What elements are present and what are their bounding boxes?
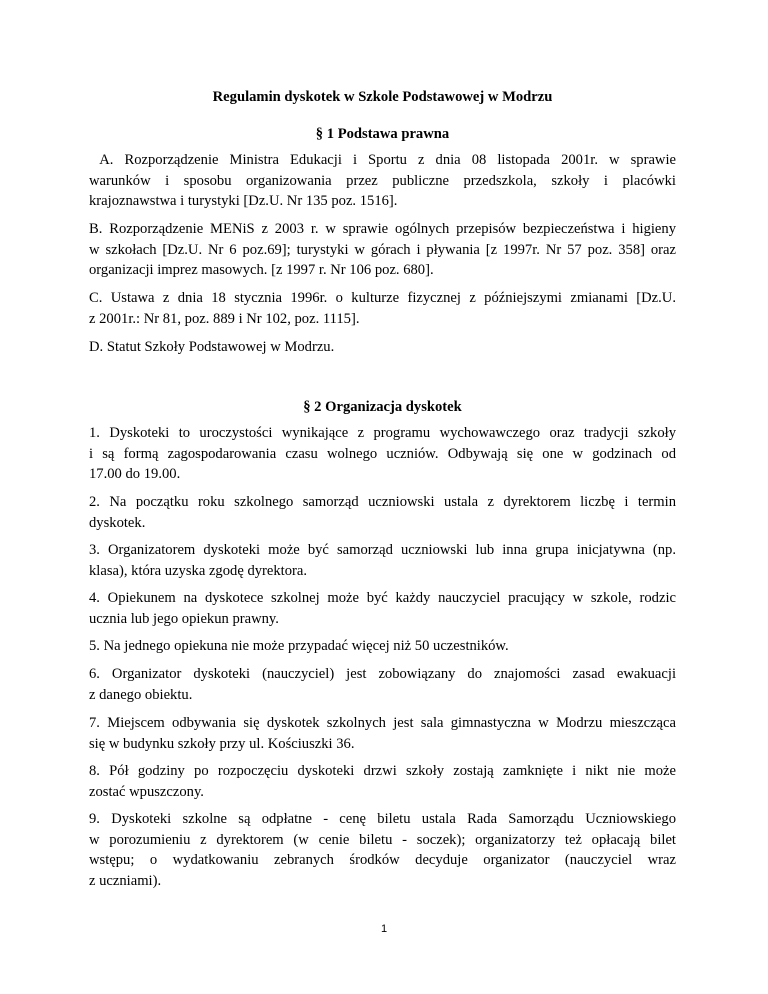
paragraph-line: warunków i sposobu organizowania przez publiczne przedszkola, szkoły i placówki: [89, 172, 676, 189]
paragraph-line: organizacji imprez masowych. [z 1997 r. Nr 106 poz. 680].: [89, 262, 434, 278]
legal-basis-item-a: [89, 150, 676, 212]
paragraph-line: klasa), która uzyska zgodę dyrektora.: [89, 562, 308, 579]
paragraph-line: 9. Dyskoteki szkolne są odpłatne - cenę biletu ustala Rada Samorządu Uczniowskiego: [89, 811, 676, 827]
paragraph-line: dyskotek.: [89, 514, 146, 531]
paragraph-line: 4. Opiekunem na dyskotece szkolnej może być każdy nauczyciel pracujący w szkole, rodzic: [89, 590, 676, 606]
legal-basis-item-d: [89, 337, 676, 358]
paragraph-line: ucznia lub jego opiekun prawny.: [89, 610, 279, 627]
organization-item-4: [89, 588, 676, 629]
section-1-heading: § 1 Podstawa prawna: [315, 126, 450, 142]
paragraph-line: 17.00 do 19.00.: [89, 466, 181, 482]
paragraph-line: 5. Na jednego opiekuna nie może przypadać więcej niż 50 uczestników.: [89, 638, 509, 654]
document-title: Regulamin dyskotek w Szkole Podstawowej w Modrzu: [212, 89, 553, 105]
organization-item-6: [89, 664, 676, 705]
organization-item-9: [89, 809, 676, 891]
organization-item-5: [89, 636, 676, 657]
paragraph-line: z uczniami).: [89, 872, 162, 889]
paragraph-line: wstępu; o wydatkowaniu zebranych środków decyduje organizator (nauczyciel wraz: [89, 852, 676, 868]
paragraph-line: 1. Dyskoteki to uroczystości wynikające z programu wychowawczego oraz tradycji szkoły: [89, 425, 676, 441]
paragraph-line: 6. Organizator dyskoteki (nauczyciel) jest zobowiązany do znajomości zasad ewakuacji: [89, 666, 676, 682]
paragraph-line: z danego obiektu.: [89, 686, 193, 703]
paragraph-line: 7. Miejscem odbywania się dyskotek szkolnych jest sala gimnastyczna w Modrzu mieszcząca: [89, 715, 676, 731]
organization-item-1: [89, 423, 676, 485]
paragraph-line: D. Statut Szkoły Podstawowej w Modrzu.: [89, 339, 335, 355]
page-number: 1: [380, 923, 388, 935]
legal-basis-item-b: [89, 219, 676, 281]
paragraph-line: w porozumieniu z dyrektorem (w cenie biletu - soczek); organizatorzy też opłacają bilet: [89, 831, 676, 848]
section-2-heading: § 2 Organizacja dyskotek: [303, 399, 462, 415]
organization-item-3: [89, 540, 676, 581]
organization-item-2: [89, 492, 676, 533]
paragraph-line: zostać wpuszczony.: [89, 783, 204, 800]
paragraph-line: krajoznawstwa i turystyki [Dz.U. Nr 135 poz. 1516].: [89, 193, 398, 209]
paragraph-line: w szkołach [Dz.U. Nr 6 poz.69]; turystyki w górach i pływania [z 1997r. Nr 57 poz. 358] oraz: [89, 241, 676, 258]
paragraph-line: 2. Na początku roku szkolnego samorząd uczniowski ustala z dyrektorem liczbę i termin: [89, 494, 676, 510]
paragraph-line: i są formą zagospodarowania czasu wolnego uczniów. Odbywają się one w godzinach od: [89, 445, 676, 462]
legal-basis-item-c: [89, 288, 676, 329]
organization-item-7: [89, 713, 676, 754]
organization-item-8: [89, 761, 676, 802]
paragraph-line: 8. Pół godziny po rozpoczęciu dyskoteki drzwi szkoły zostają zamknięte i nikt nie może: [89, 763, 676, 779]
paragraph-line: z 2001r.: Nr 81, poz. 889 i Nr 102, poz. 1115].: [89, 310, 360, 327]
paragraph-line: 3. Organizatorem dyskoteki może być samorząd uczniowski lub inna grupa inicjatywna (np.: [89, 542, 676, 558]
paragraph-line: się w budynku szkoły przy ul. Kościuszki 36.: [89, 735, 355, 752]
paragraph-line: C. Ustawa z dnia 18 stycznia 1996r. o kulturze fizycznej z późniejszymi zmianami [Dz.U.: [89, 290, 676, 306]
paragraph-line: A. Rozporządzenie Ministra Edukacji i Sportu z dnia 08 listopada 2001r. w sprawie: [89, 152, 676, 168]
paragraph-line: B. Rozporządzenie MENiS z 2003 r. w sprawie ogólnych przepisów bezpieczeństwa i higieny: [89, 221, 676, 237]
